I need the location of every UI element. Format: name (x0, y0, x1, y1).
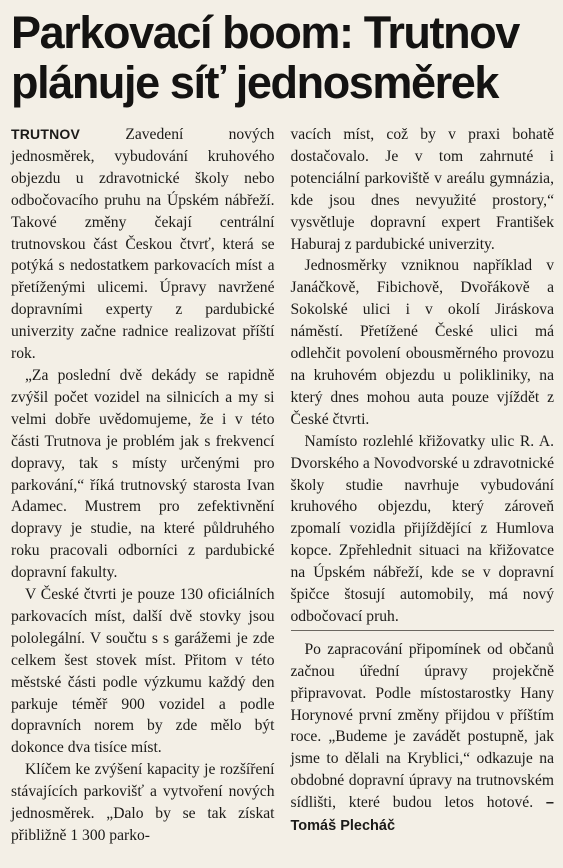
paragraph: „Za poslední dvě dekády se rapidně zvýšil počet vozidel na silnicích a my si velmi dobře uvědomujeme, že i v této části Trutnova je problém jak s frekvencí dopravy, tak s místy určenými pro parkování,“ říká trutnovský starosta Ivan Adamec. Mustrem pro zefektivnění dopravy je studie, na které půldruhého roku pracovali odborníci z pardubické dopravní fakulty. (11, 366, 275, 582)
paragraph-text: Zavedení nových jednosměrek, vybudování kruhového objezdu u zdravotnické školy nebo odbočovacího pruhu na Úpském nábřeží. Takové změny čekají centrální trutnovskou část Českou čtvrť, která se potýká s nedostatkem parkovacích míst a přetíženými ulicemi. Úpravy navržené dopravními experty z pardubické univerzity začne radnice realizovat příští rok. (11, 126, 275, 363)
dateline: TRUTNOV (11, 126, 81, 142)
paragraph (291, 639, 555, 838)
column-2 (291, 124, 555, 864)
column-1 (11, 124, 275, 864)
headline-line-1: Parkovací boom: Trutnov (11, 7, 519, 58)
paragraph (11, 124, 275, 365)
divider (291, 630, 555, 631)
paragraph: vacích míst, což by v praxi bohatě dostačovalo. Je v tom zahrnuté i potenciální parkoviště v areálu gymnázia, kde jsou dnes nevyužité prostory,“ vysvětluje dopravní expert František Haburaj z pardubické univerzity. (290, 126, 554, 253)
headline-line-2: plánuje síť jednosměrek (11, 57, 499, 108)
paragraph-text: Po zapracování připomínek od občanů začnou úřední úpravy projekčně připravovat. Podle místostarostky Hany Horynové první změny přijdou v příštím roce. „Budeme je zavádět postupně, jak jsme to dělali na Kryblici,“ odkazuje na obdobné dopravní úpravy na trutnovském sídlišti, které budou letos hotové. (290, 640, 554, 812)
article-headline (11, 8, 553, 108)
paragraph: V České čtvrti je pouze 130 oficiálních parkovacích míst, další dvě stovky jsou pololegální. V součtu s s garážemi je zde celkem šest stovek míst. Přitom v této městské části podle výzkumu každý den parkuje téměř 900 vozidel a podle dopravních norem by zde mělo být dokonce dva tisíce míst. (11, 586, 275, 757)
author-byline: – Tomáš Plecháč (290, 795, 554, 835)
paragraph: Namísto rozlehlé křižovatky ulic R. A. Dvorského a Novodvorské u zdravotnické školy studie navrhuje vybudování kruhového objezdu, který zároveň zpomalí vozidla přijíždějící z Humlova kopce. Zpřehlednit situaci na křižovatce na Úpském nábřeží, kde se v dopravní špičce štosují automobily, má nový odbočovací pruh. (290, 432, 554, 625)
paragraph: Jednosměrky vzniknou například v Janáčkově, Fibichově, Dvořákově a Sokolské ulici i v okolí Jiráskova náměstí. Přetížené České ulici má odlehčit povolení obousměrného provozu na kruhovém objezdu u polikliniky, na který dnes mohou auta pouze vjíždět z České čtvrti. (290, 257, 554, 428)
article-columns (11, 124, 554, 864)
paragraph: Klíčem ke zvýšení kapacity je rozšíření stávajících parkovišť a vytvoření nových jednosměrek. „Dalo by se tak získat přibližně 1 300 parko- (11, 761, 275, 844)
